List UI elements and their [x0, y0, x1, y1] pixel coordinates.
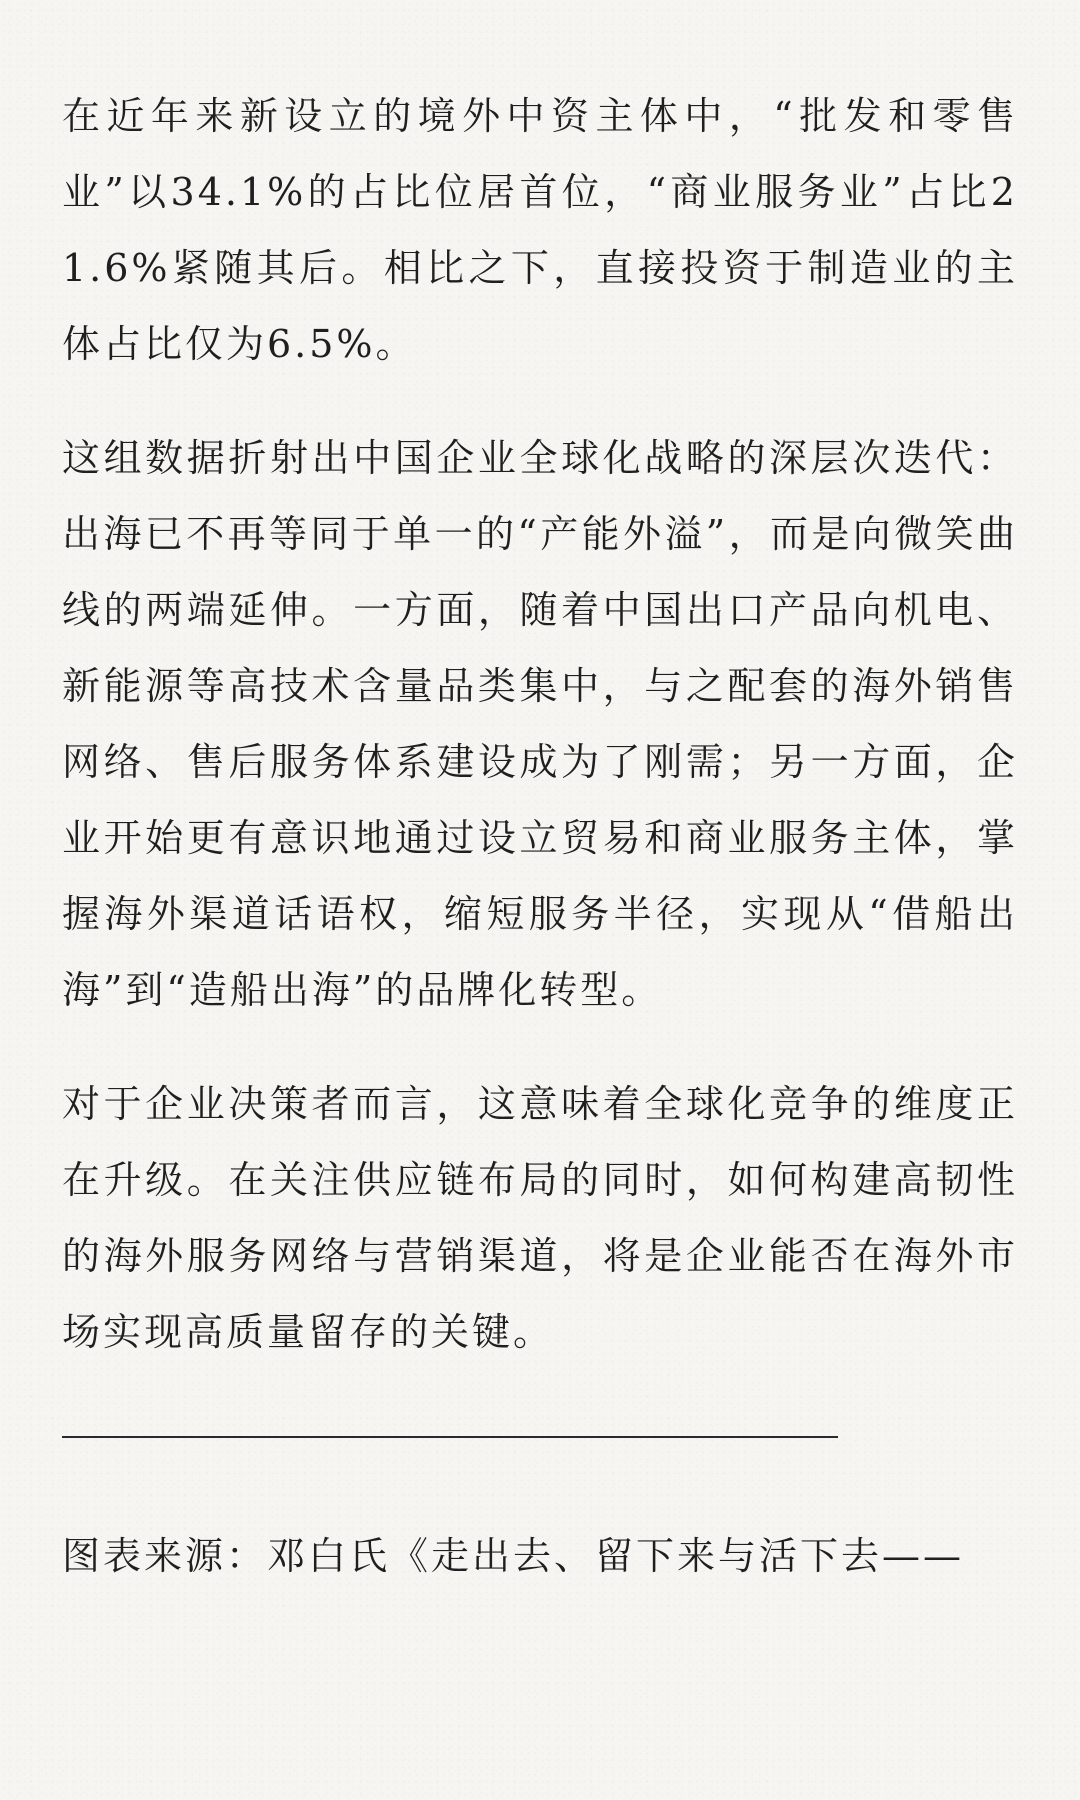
paragraph-1: 在近年来新设立的境外中资主体中，“批发和零售业”以34.1%的占比位居首位，“商业服务业”占比21.6%紧随其后。相比之下，直接投资于制造业的主体占比仅为6.5%。 — [62, 94, 1018, 366]
paragraph-2: 这组数据折射出中国企业全球化战略的深层次迭代：出海已不再等同于单一的“产能外溢”，而是向微笑曲线的两端延伸。一方面，随着中国出口产品向机电、新能源等高技术含量品类集中，与之配套的海外销售网络、售后服务体系建设成为了刚需；另一方面，企业开始更有意识地通过设立贸易和商业服务主体，掌握海外渠道话语权，缩短服务半径，实现从“借船出海”到“造船出海”的品牌化转型。 — [62, 436, 1018, 1012]
section-divider — [62, 1436, 838, 1438]
chart-source-note: 图表来源：邓白氏《走出去、留下来与活下去—— — [62, 1534, 965, 1578]
paragraph-3: 对于企业决策者而言，这意味着全球化竞争的维度正在升级。在关注供应链布局的同时，如何构建高韧性的海外服务网络与营销渠道，将是企业能否在海外市场实现高质量留存的关键。 — [62, 1082, 1018, 1354]
